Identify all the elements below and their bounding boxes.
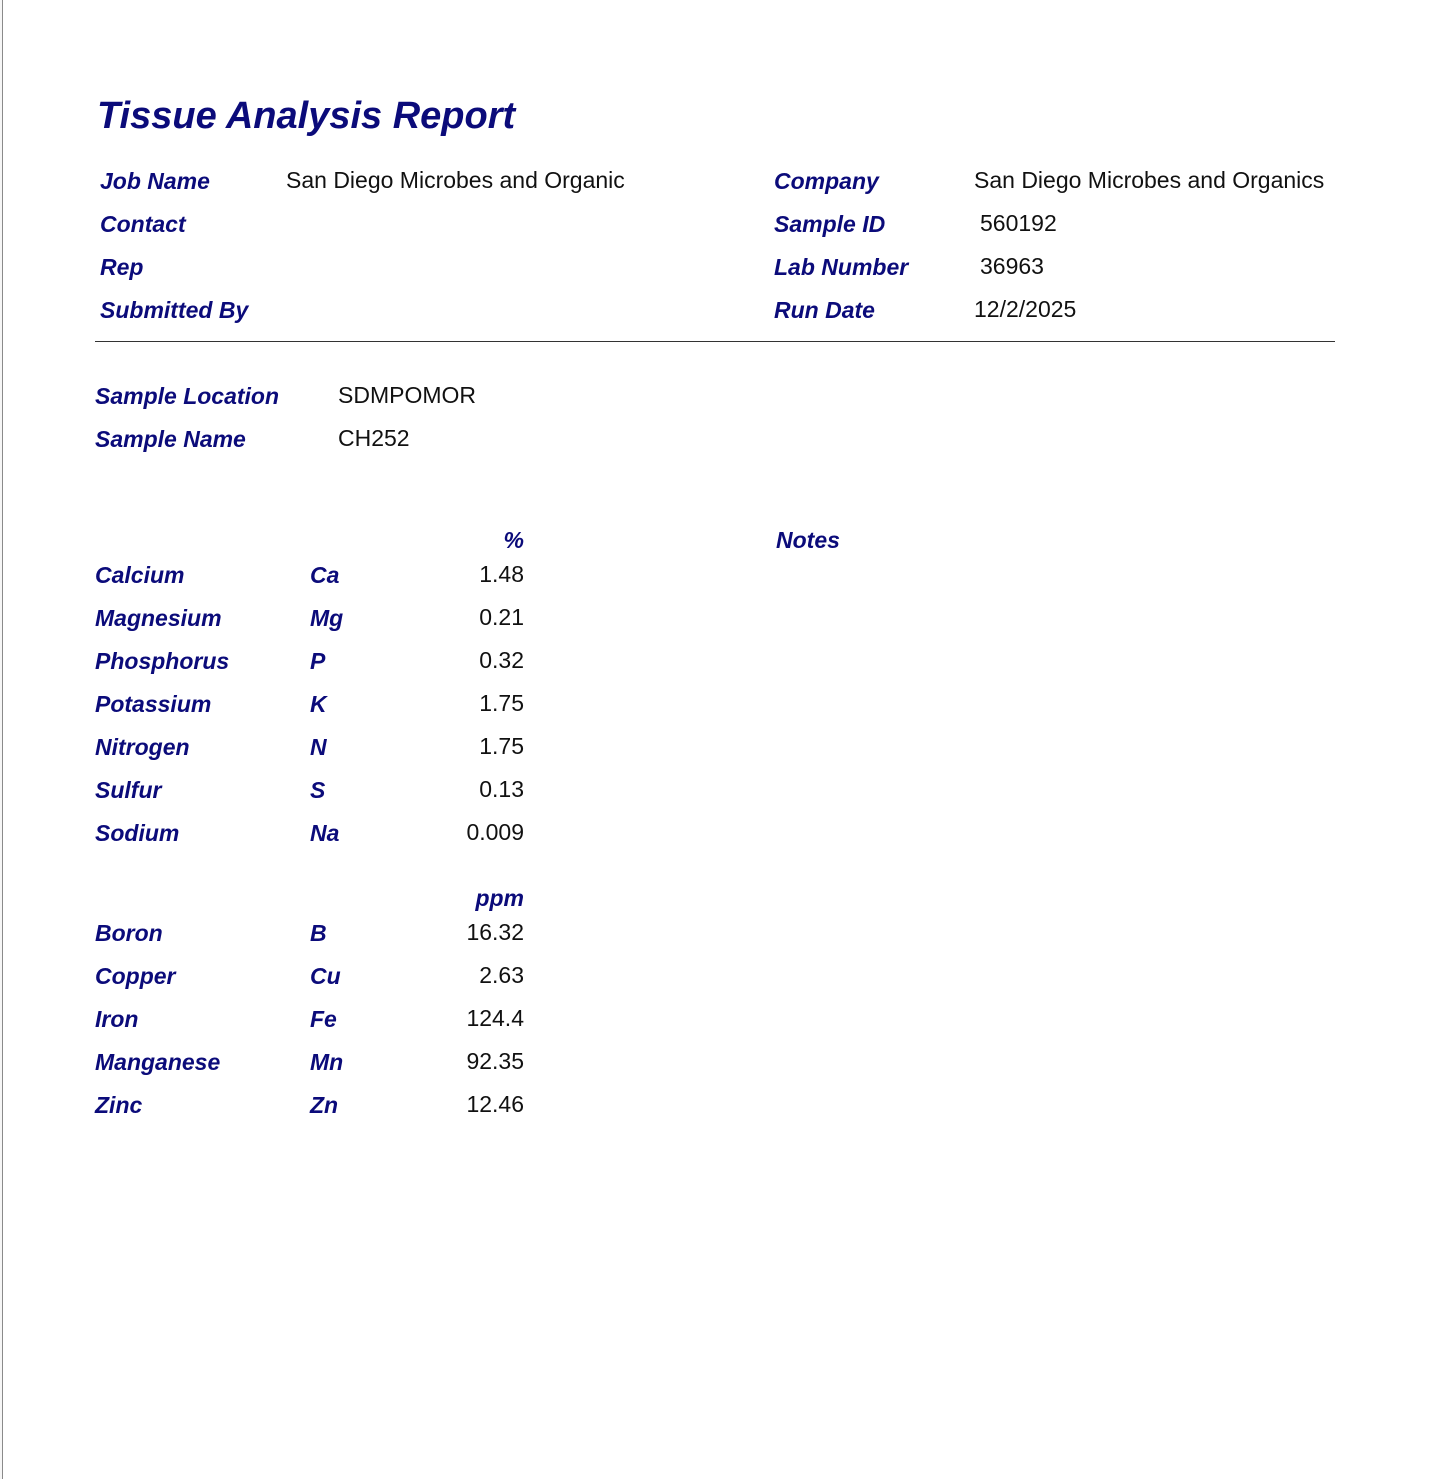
element-value: 0.21	[479, 604, 524, 630]
element-value: 1.48	[479, 561, 524, 587]
table-row	[3, 819, 563, 849]
run-date-value: 12/2/2025	[974, 296, 1077, 322]
table-row	[3, 962, 563, 992]
submitted-by-label: Submitted By	[100, 297, 249, 323]
lab-number-label: Lab Number	[774, 254, 909, 280]
element-value: 12.46	[466, 1091, 524, 1117]
element-symbol: Zn	[310, 1092, 339, 1118]
element-name: Boron	[95, 920, 163, 946]
element-name: Copper	[95, 963, 176, 989]
company-label: Company	[774, 168, 879, 194]
lab-number-value: 36963	[980, 253, 1044, 279]
ppm-unit-header: ppm	[475, 885, 524, 911]
element-value: 0.13	[479, 776, 524, 802]
sample-name-label: Sample Name	[95, 426, 246, 452]
element-value: 1.75	[479, 733, 524, 759]
sample-name-value: CH252	[338, 425, 410, 451]
table-row	[3, 647, 563, 677]
element-name: Manganese	[95, 1049, 221, 1075]
sample-id-value: 560192	[980, 210, 1057, 236]
element-symbol: Na	[310, 820, 340, 846]
element-value: 92.35	[466, 1048, 524, 1074]
element-symbol: S	[310, 777, 326, 803]
table-row	[3, 733, 563, 763]
sample-location-value: SDMPOMOR	[338, 382, 476, 408]
table-row	[3, 1091, 563, 1121]
element-name: Iron	[95, 1006, 139, 1032]
element-name: Potassium	[95, 691, 212, 717]
element-name: Zinc	[95, 1092, 143, 1118]
element-symbol: Mn	[310, 1049, 344, 1075]
element-symbol: Ca	[310, 562, 340, 588]
company-value: San Diego Microbes and Organics	[974, 167, 1325, 193]
table-row	[3, 919, 563, 949]
element-name: Magnesium	[95, 605, 222, 631]
run-date-label: Run Date	[774, 297, 875, 323]
element-value: 0.009	[466, 819, 524, 845]
element-symbol: Fe	[310, 1006, 337, 1032]
element-value: 2.63	[479, 962, 524, 988]
element-symbol: P	[310, 648, 326, 674]
element-symbol: N	[310, 734, 327, 760]
contact-label: Contact	[100, 211, 186, 237]
table-row	[3, 690, 563, 720]
element-symbol: B	[310, 920, 327, 946]
notes-label: Notes	[776, 527, 840, 553]
element-name: Calcium	[95, 562, 185, 588]
percent-unit-header: %	[503, 527, 524, 553]
report-title: Tissue Analysis Report	[97, 95, 516, 137]
job-name-label: Job Name	[100, 168, 210, 194]
rep-label: Rep	[100, 254, 144, 280]
element-value: 124.4	[466, 1005, 524, 1031]
report-page	[2, 0, 1445, 1479]
table-row	[3, 1048, 563, 1078]
element-value: 1.75	[479, 690, 524, 716]
table-row	[3, 604, 563, 634]
element-value: 16.32	[466, 919, 524, 945]
element-name: Nitrogen	[95, 734, 190, 760]
element-name: Sodium	[95, 820, 180, 846]
element-symbol: K	[310, 691, 327, 717]
element-symbol: Mg	[310, 605, 344, 631]
element-value: 0.32	[479, 647, 524, 673]
element-name: Phosphorus	[95, 648, 230, 674]
sample-id-label: Sample ID	[774, 211, 886, 237]
table-row	[3, 776, 563, 806]
element-name: Sulfur	[95, 777, 162, 803]
table-row	[3, 1005, 563, 1035]
element-symbol: Cu	[310, 963, 341, 989]
table-row	[3, 561, 563, 591]
job-name-value: San Diego Microbes and Organic	[286, 167, 625, 193]
sample-location-label: Sample Location	[95, 383, 280, 409]
header-divider	[95, 341, 1335, 342]
